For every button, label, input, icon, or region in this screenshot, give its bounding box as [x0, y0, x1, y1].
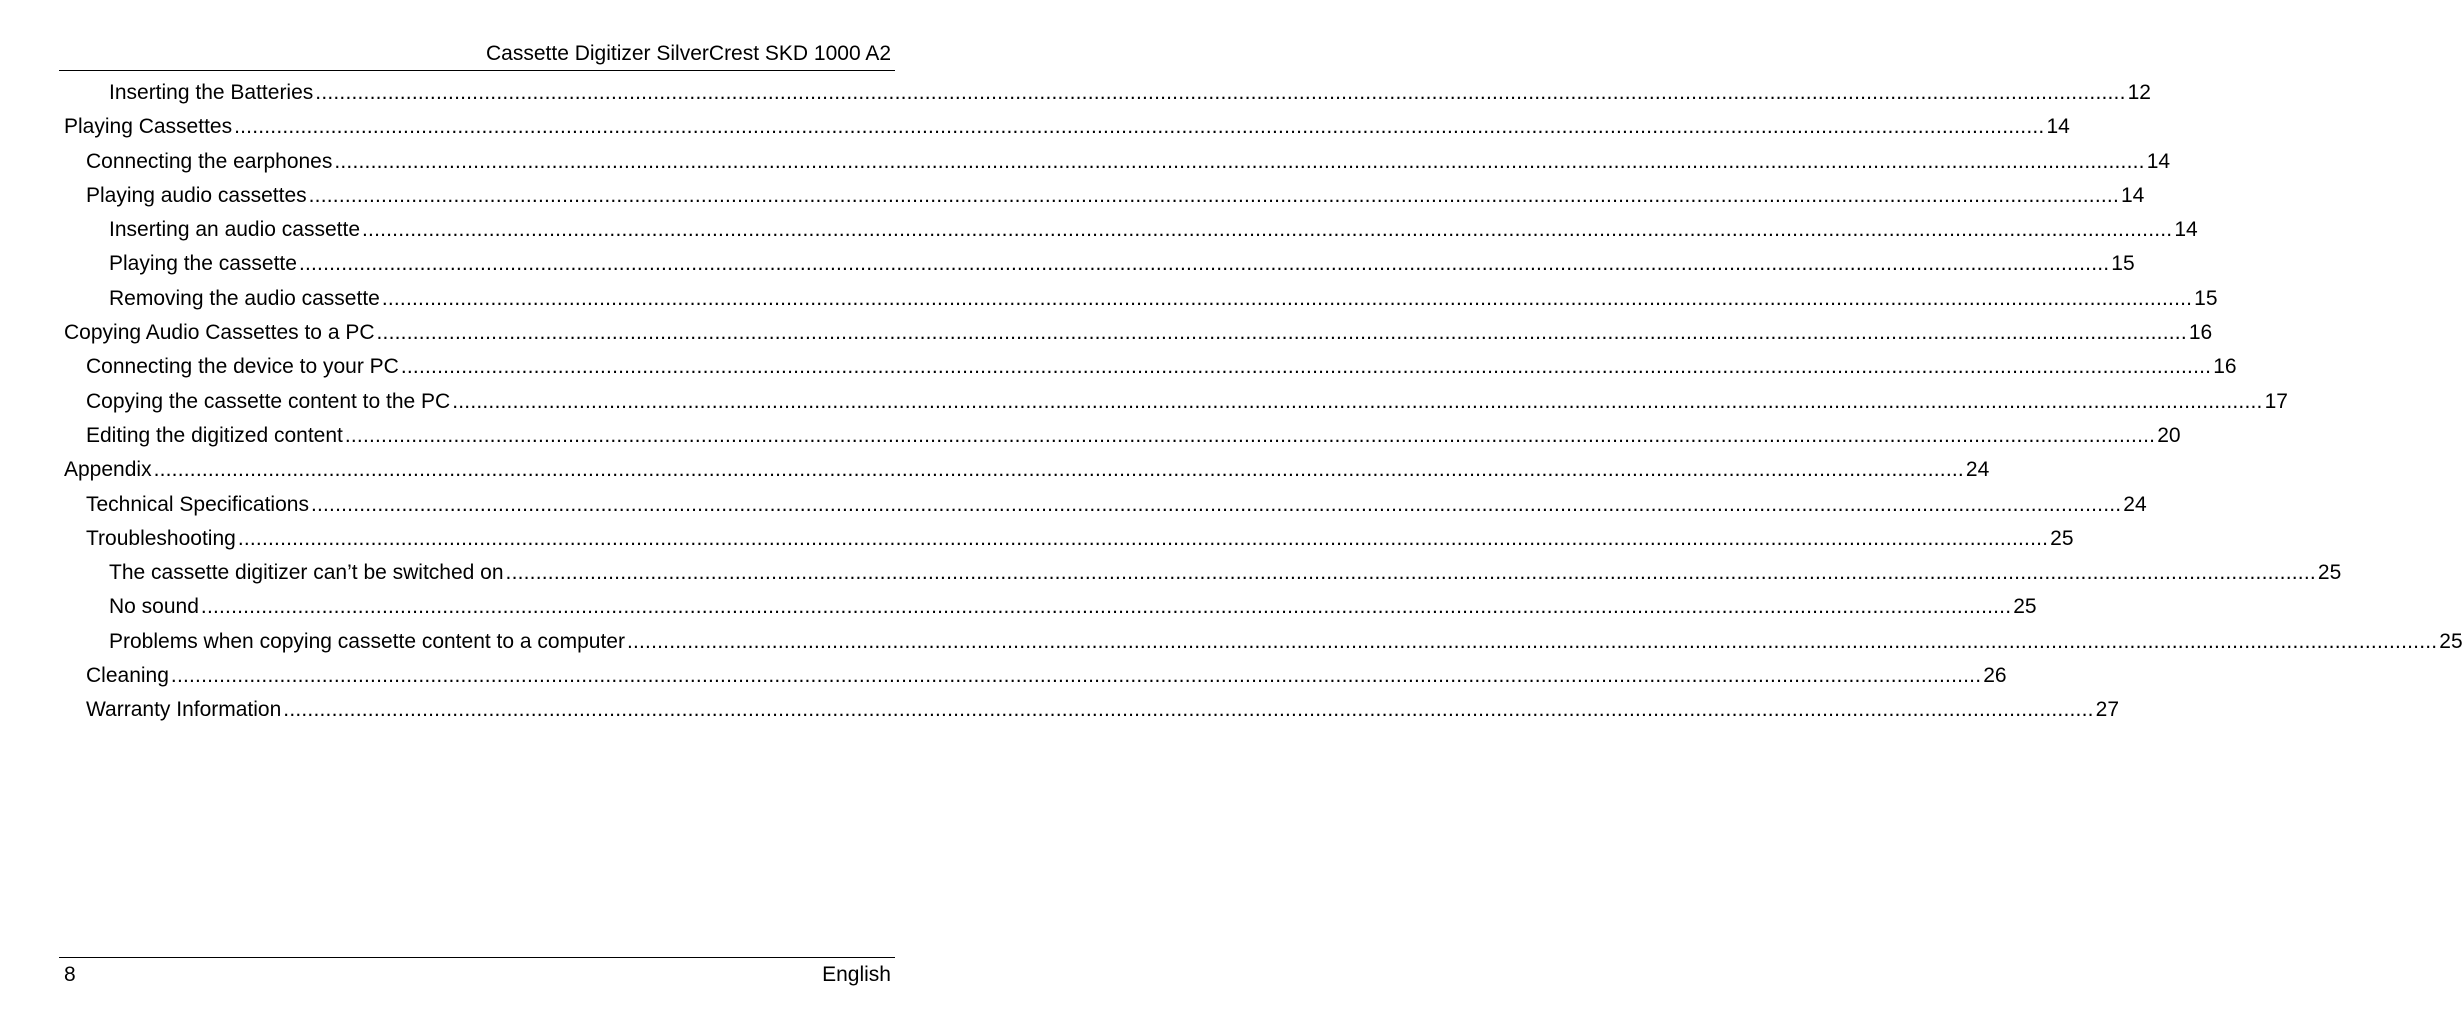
table-of-contents [64, 78, 2463, 730]
toc-entry[interactable] [64, 147, 2171, 181]
toc-entry-page-number: 25 [2050, 526, 2074, 550]
toc-entry[interactable] [64, 249, 2135, 283]
toc-entry-title: Warranty Information [86, 698, 282, 722]
toc-entry-page-number: 12 [2127, 81, 2151, 104]
toc-entry-title: Cleaning [86, 664, 169, 688]
toc-entry-title: Connecting the device to your PC [86, 355, 399, 379]
toc-entry-page-number: 14 [2046, 115, 2070, 139]
toc-dot-leader: ............................................................................................................................................................................................................................................................................................................ [237, 526, 2049, 550]
toc-entry-title: Problems when copying cassette content to a computer [109, 629, 625, 653]
toc-entry-title: Inserting an audio cassette [109, 218, 360, 242]
toc-entry[interactable] [64, 455, 1990, 489]
toc-entry-page-number: 25 [2317, 561, 2342, 585]
toc-entry-page-number: 14 [2120, 183, 2145, 207]
toc-entry-title: Inserting the Batteries [109, 81, 314, 104]
toc-entry-title: Connecting the earphones [86, 149, 333, 173]
toc-entry-title: Appendix [64, 458, 152, 482]
footer-page-number: 8 [64, 963, 76, 986]
toc-entry-page-number: 27 [2095, 698, 2119, 722]
toc-entry[interactable] [64, 352, 2237, 386]
toc-entry-page-number: 17 [2264, 389, 2288, 413]
header-divider [59, 70, 895, 71]
toc-entry-title: Troubleshooting [86, 526, 236, 550]
toc-dot-leader: ............................................................................................................................................................................................................................................................................................................ [315, 81, 2126, 104]
footer-language: English [822, 963, 891, 986]
toc-entry-title: No sound [109, 595, 199, 619]
toc-dot-leader: ............................................................................................................................................................................................................................................................................................................ [310, 492, 2122, 516]
toc-entry[interactable] [64, 661, 2007, 695]
toc-dot-leader: ............................................................................................................................................................................................................................................................................................................ [381, 286, 2193, 310]
toc-dot-leader: ............................................................................................................................................................................................................................................................................................................ [362, 218, 2173, 242]
toc-entry[interactable] [64, 318, 2213, 352]
toc-entry-page-number: 25 [2013, 595, 2037, 619]
toc-entry-title: The cassette digitizer can’t be switched on [109, 561, 504, 585]
toc-dot-leader: ............................................................................................................................................................................................................................................................................................................ [626, 629, 2438, 653]
toc-entry-page-number: 24 [1965, 458, 1990, 482]
toc-entry-page-number: 14 [2146, 149, 2171, 173]
toc-entry-title: Playing the cassette [109, 252, 297, 276]
toc-dot-leader: ............................................................................................................................................................................................................................................................................................................ [234, 115, 2045, 139]
toc-entry[interactable] [64, 695, 2119, 729]
toc-entry[interactable] [64, 112, 2070, 146]
toc-entry-title: Editing the digitized content [86, 423, 343, 447]
toc-entry-title: Copying the cassette content to the PC [86, 389, 451, 413]
toc-entry[interactable] [64, 524, 2074, 558]
toc-dot-leader: ............................................................................................................................................................................................................................................................................................................ [170, 664, 1982, 688]
toc-entry[interactable] [64, 592, 2037, 626]
toc-entry[interactable] [64, 284, 2218, 318]
toc-entry-title: Playing audio cassettes [86, 183, 307, 207]
toc-dot-leader: ............................................................................................................................................................................................................................................................................................................ [334, 149, 2145, 173]
document-header-title: Cassette Digitizer SilverCrest SKD 1000 A2 [486, 42, 891, 65]
toc-entry[interactable] [64, 387, 2288, 421]
toc-dot-leader: ............................................................................................................................................................................................................................................................................................................ [153, 458, 1964, 482]
toc-dot-leader: ............................................................................................................................................................................................................................................................................................................ [452, 389, 2263, 413]
toc-entry-page-number: 14 [2174, 218, 2198, 242]
footer-divider [59, 957, 895, 958]
toc-dot-leader: ............................................................................................................................................................................................................................................................................................................ [376, 321, 2187, 345]
toc-entry[interactable] [64, 181, 2145, 215]
toc-entry[interactable] [64, 490, 2147, 524]
toc-dot-leader: ............................................................................................................................................................................................................................................................................................................ [344, 423, 2156, 447]
toc-entry-page-number: 16 [2213, 355, 2237, 379]
toc-entry[interactable] [64, 78, 2151, 112]
toc-entry-page-number: 24 [2123, 492, 2147, 516]
toc-dot-leader: ............................................................................................................................................................................................................................................................................................................ [505, 561, 2316, 585]
toc-dot-leader: ............................................................................................................................................................................................................................................................................................................ [283, 698, 2094, 722]
toc-entry-page-number: 15 [2194, 286, 2218, 310]
toc-entry-title: Playing Cassettes [64, 115, 233, 139]
toc-entry-page-number: 20 [2157, 423, 2181, 447]
toc-entry-title: Technical Specifications [86, 492, 309, 516]
toc-entry[interactable] [64, 421, 2181, 455]
toc-entry-page-number: 15 [2111, 252, 2135, 276]
toc-dot-leader: ............................................................................................................................................................................................................................................................................................................ [308, 183, 2119, 207]
toc-entry[interactable] [64, 558, 2342, 592]
toc-entry-title: Copying Audio Cassettes to a PC [64, 321, 375, 345]
toc-dot-leader: ............................................................................................................................................................................................................................................................................................................ [400, 355, 2212, 379]
toc-entry-page-number: 25 [2439, 629, 2463, 653]
toc-dot-leader: ............................................................................................................................................................................................................................................................................................................ [298, 252, 2110, 276]
toc-entry-page-number: 26 [1983, 664, 2007, 688]
toc-entry[interactable] [64, 215, 2198, 249]
toc-entry-page-number: 16 [2188, 321, 2213, 345]
toc-entry[interactable] [64, 627, 2463, 661]
toc-dot-leader: ............................................................................................................................................................................................................................................................................................................ [200, 595, 2012, 619]
toc-entry-title: Removing the audio cassette [109, 286, 380, 310]
